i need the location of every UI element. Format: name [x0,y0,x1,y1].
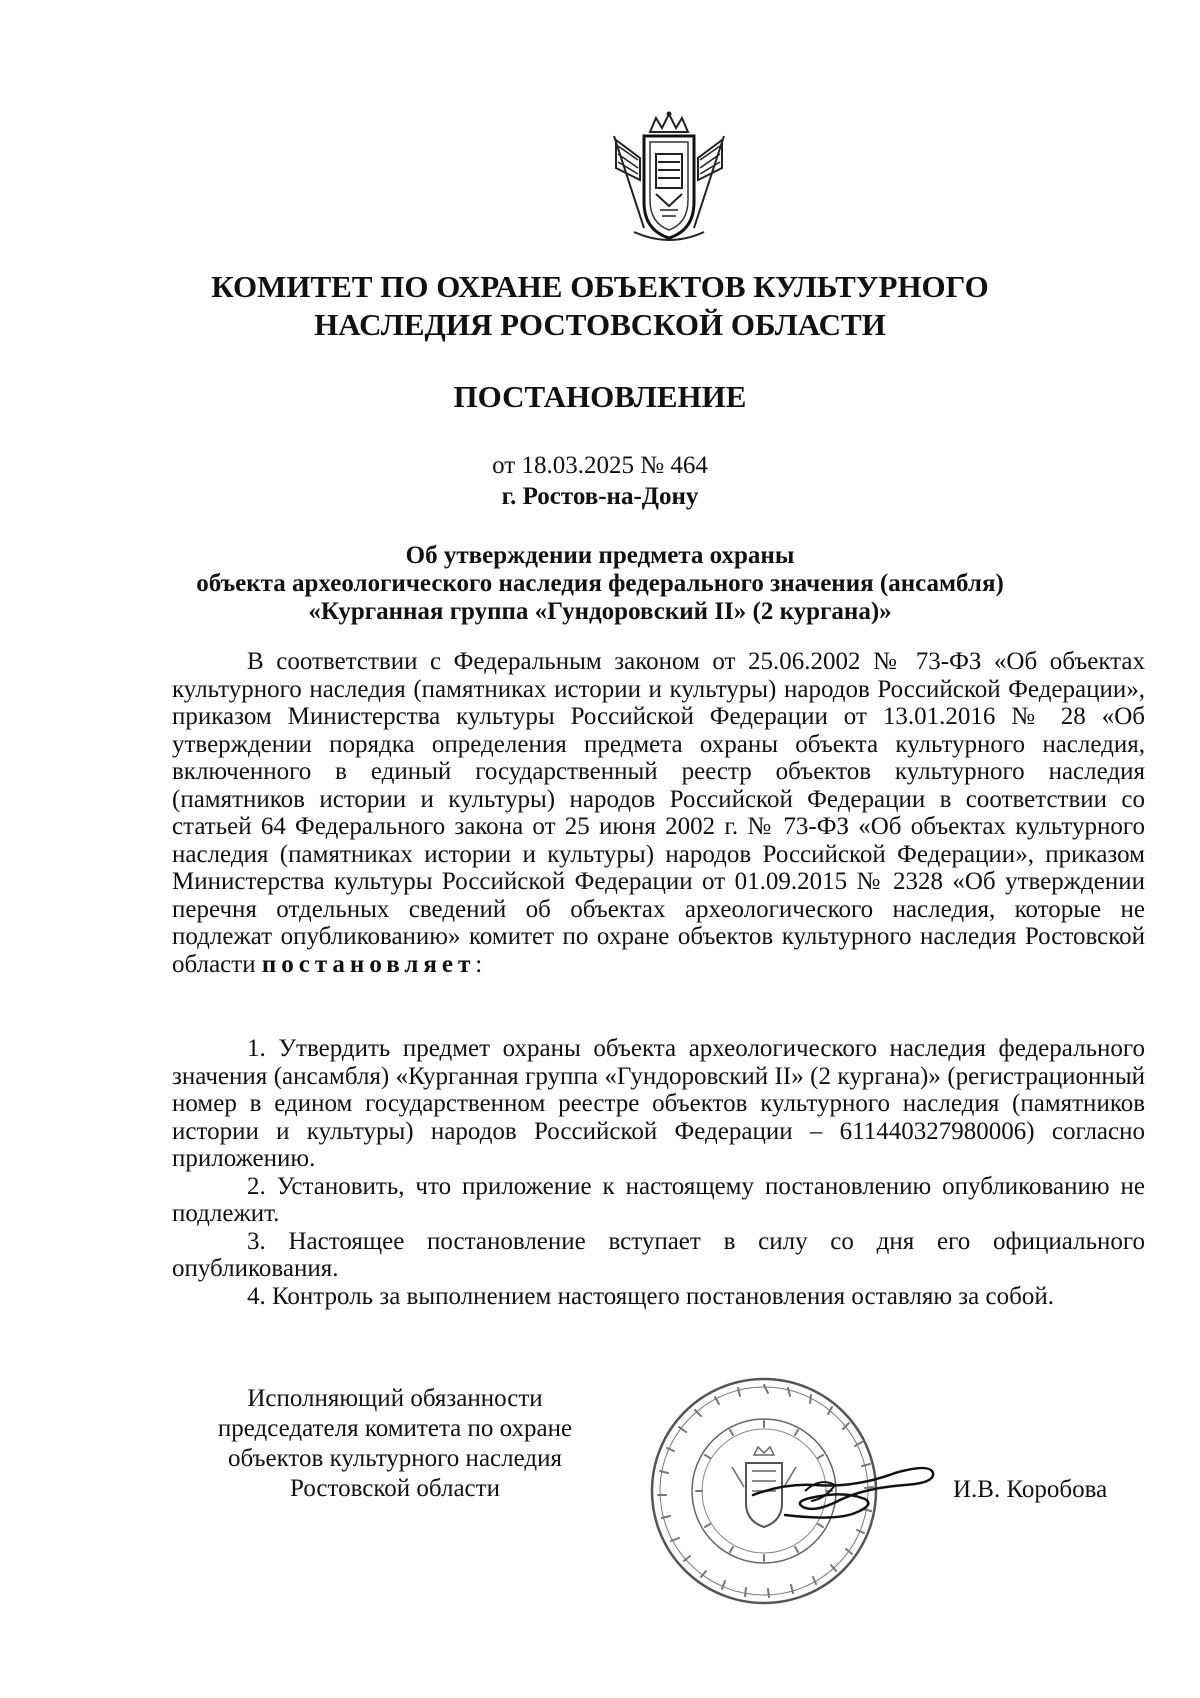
signatory-position [180,1384,610,1504]
resolves-word: постановляет [261,950,476,978]
preamble-paragraph [172,648,1145,978]
position-line4: Ростовской области [290,1475,500,1502]
resolution-item: 2. Установить, что приложение к настоящему постановлению опубликованию не подлежит. [172,1172,1145,1227]
position-line1: Исполняющий обязанности [247,1385,543,1412]
handwritten-signature-icon [745,1455,945,1535]
signatory-name: И.В. Коробова [953,1476,1108,1503]
document-type: ПОСТАНОВЛЕНИЕ [453,379,747,414]
position-line2: председателя комитета по охране [217,1415,573,1442]
resolution-item: 4. Контроль за выполнением настоящего постановления оставляю за собой. [247,1282,1054,1310]
organization-title-line1: КОМИТЕТ ПО ОХРАНЕ ОБЪЕКТОВ КУЛЬТУРНОГО [211,269,989,304]
organization-title [150,268,1050,344]
subject-line2: объекта археологического наследия федерального значения (ансамбля) [196,570,1004,597]
subject-line3: «Курганная группа «Гундоровский II» (2 кургана)» [308,598,892,625]
resolution-item: 1. Утвердить предмет охраны объекта археологического наследия федерального значения (ансамбля) «Курганная группа «Гундоровский II» (2 кургана)» (регистрационный номер в едином государственном реестре объектов культурного наследия (памятников истории и культуры) народов Российской Федерации – 611440327980006) согласно приложению. [172,1035,1145,1172]
preamble-text: В соответствии с Федеральным законом от 25.06.2002 № 73-ФЗ «Об объектах культурного наследия (памятниках истории и культуры) народов Российской Федерации», приказом Министерства культуры Российской Федерации от 13.01.2016 № 28 «Об утверждении порядка определения предмета охраны объекта культурного наследия, включенного в единый государственный реестр объектов культурного наследия (памятников истории и культуры) народов Российской Федерации в соответствии со статьей 64 Федерального закона от 25 июня 2002 г. № 73-ФЗ «Об объектах культурного наследия (памятниках истории и культуры) народов Российской Федерации», приказом Министерства культуры Российской Федерации от 01.09.2015 № 2328 «Об утверждении перечня отдельных сведений об объектах археологического наследия, которые не подлежат опубликованию» комитет по охране объектов культурного наследия Ростовской области [172,648,1145,978]
organization-title-line2: НАСЛЕДИЯ РОСТОВСКОЙ ОБЛАСТИ [314,307,886,342]
rostov-oblast-coat-of-arms-icon [610,110,728,246]
subject-line1: Об утверждении предмета охраны [405,542,795,569]
resolution-item: 3. Настоящее постановление вступает в силу со дня его официального опубликования. [172,1227,1145,1282]
document-subject [150,542,1050,626]
resolution-items [172,1035,1145,1310]
position-line3: объектов культурного наследия [228,1445,562,1472]
document-city: г. Ростов-на-Дону [501,483,699,510]
preamble-colon: : [475,950,483,978]
document-date-number: от 18.03.2025 № 464 [492,452,708,479]
